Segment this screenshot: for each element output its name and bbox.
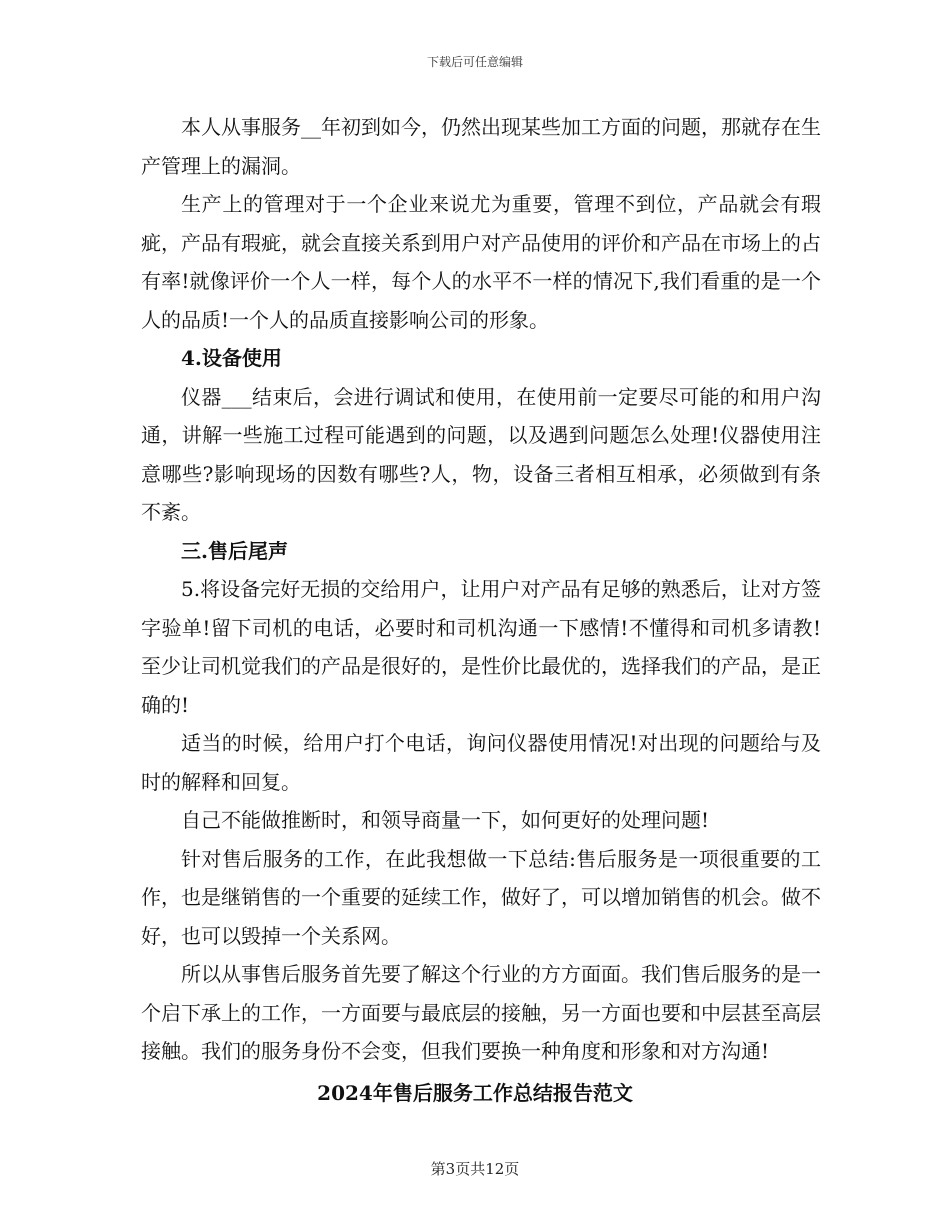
body-paragraph: 针对售后服务的工作，在此我想做一下总结:售后服务是一项很重要的工作，也是继销售的一个重要的延续工作，做好了，可以增加销售的机会。做不好，也可以毁掉一个关系网。 [141,846,821,948]
page-header-note: 下载后可任意编辑 [426,55,523,69]
body-paragraph: 自己不能做推断时，和领导商量一下，如何更好的处理问题! [181,808,710,832]
body-paragraph: 仪器___结束后，会进行调试和使用，在使用前一定要尽可能的和用户沟通，讲解一些施工过程可能遇到的问题，以及遇到问题怎么处理!仪器使用注意哪些?影响现场的因数有哪些?人，物，设备三者相互相承，必须做到有条不紊。 [141,384,821,524]
page-footer-number: 第3页共12页 [430,1160,520,1178]
body-paragraph: 生产上的管理对于一个企业来说尤为重要，管理不到位，产品就会有瑕疵，产品有瑕疵，就会直接关系到用户对产品使用的评价和产品在市场上的占有率!就像评价一个人一样，每个人的水平不一样的情况下,我们看重的是一个人的品质!一个人的品质直接影响公司的形象。 [141,192,821,332]
body-paragraph: 适当的时候，给用户打个电话，询问仪器使用情况!对出现的问题给与及时的解释和回复。 [141,731,821,794]
section-heading: 三.售后尾声 [181,538,288,563]
document-title: 2024年售后服务工作总结报告范文 [317,1081,633,1105]
document-body [141,108,821,1071]
body-paragraph: 本人从事服务__年初到如今，仍然出现某些加工方面的问题，那就存在生产管理上的漏洞。 [141,115,821,178]
body-paragraph: 5.将设备完好无损的交给用户，让用户对产品有足够的熟悉后，让对方签字验单!留下司机的电话，必要时和司机沟通一下感情!不懂得和司机多请教!至少让司机觉我们的产品是很好的，是性价比最优的，选择我们的产品，是正确的! [141,577,821,717]
body-paragraph: 所以从事售后服务首先要了解这个行业的方方面面。我们售后服务的是一个启下承上的工作，一方面要与最底层的接触，另一方面也要和中层甚至高层接触。我们的服务身份不会变，但我们要换一种角度和形象和对方沟通! [141,962,821,1063]
section-heading: 4.设备使用 [181,346,282,370]
